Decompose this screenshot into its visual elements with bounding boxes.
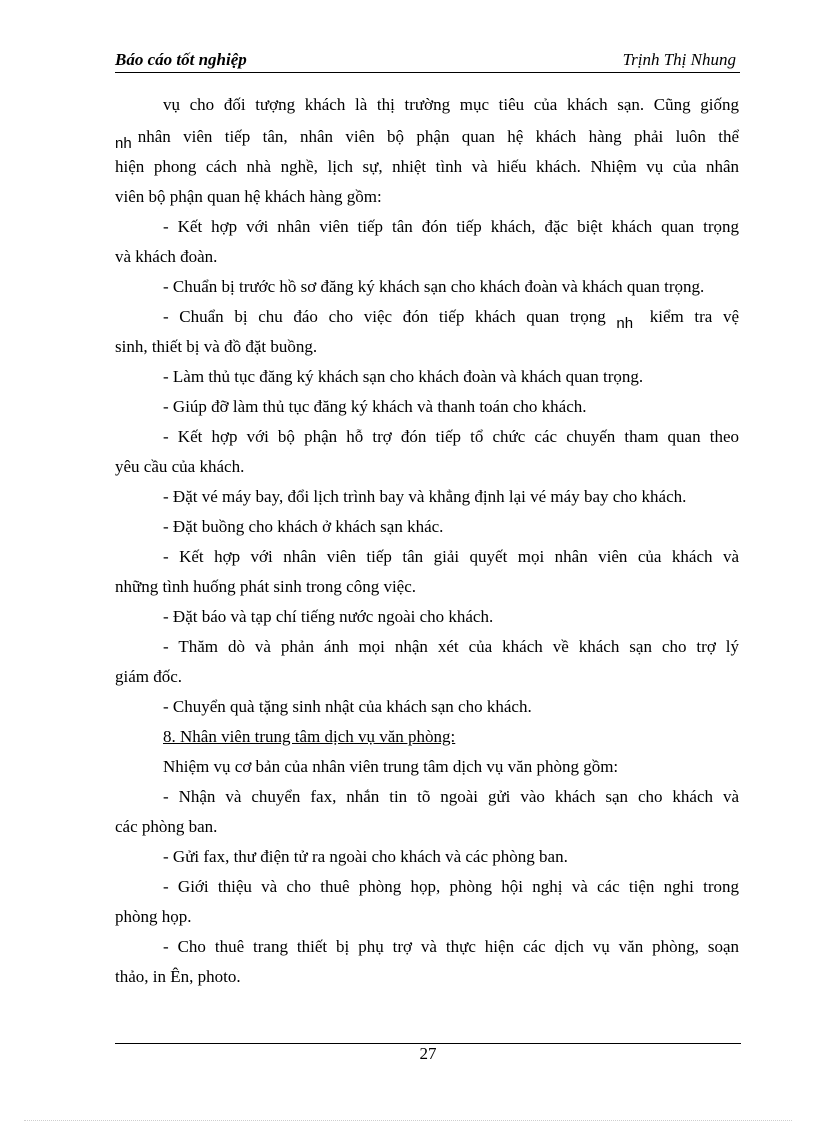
header-author: Trịnh Thị Nhung [622,50,736,69]
text-line: viên bộ phận quan hệ khách hàng gồm: [115,187,382,206]
page-header [115,48,740,73]
text-line: - Giúp đỡ làm thủ tục đăng ký khách và thanh toán cho khách. [163,397,587,416]
text-line: - Kết hợp với bộ phận hỗ trợ đón tiếp tổ chức các chuyến tham quan theo [163,427,739,446]
section-heading: 8. Nhân viên trung tâm dịch vụ văn phòng: [163,727,456,746]
text-line: và khách đoàn. [115,247,218,266]
text-line: - Chuẩn bị chu đáo cho việc đón tiếp khách quan trọng nh kiểm tra vệ [115,302,739,332]
text-line: các phòng ban. [115,817,218,836]
text-line: những tình huống phát sinh trong công việc. [115,577,417,596]
text-line: - Làm thủ tục đăng ký khách sạn cho khách đoàn và khách quan trọng. [163,367,644,386]
text-line: - Cho thuê trang thiết bị phụ trợ và thực hiện các dịch vụ văn phòng, soạn [163,937,739,956]
text-line: - Giới thiệu và cho thuê phòng họp, phòng hội nghị và các tiện nghi trong [163,877,739,896]
text-line: phòng họp. [115,907,192,926]
text-line: - Kết hợp với nhân viên tiếp tân đón tiếp khách, đặc biệt khách quan trọng [163,217,739,236]
text-line: - Đặt báo và tạp chí tiếng nước ngoài cho khách. [163,607,494,626]
text-line: vụ cho đối tượng khách là thị trường mục tiêu của khách sạn. Cũng giống [163,95,739,114]
text-line: yêu cầu của khách. [115,457,245,476]
page-bottom-dotted-border [24,1120,792,1121]
text-line: - Chuyển quà tặng sinh nhật của khách sạn cho khách. [163,697,532,716]
nh-fragment: nh [115,135,132,152]
text-line: giám đốc. [115,667,183,686]
text-line: - Đặt vé máy bay, đổi lịch trình bay và khẳng định lại vé máy bay cho khách. [163,487,687,506]
text-line: sinh, thiết bị và đồ đặt buồng. [115,337,318,356]
page-number: 27 [419,1044,437,1063]
text-line: - Đặt buồng cho khách ở khách sạn khác. [163,517,444,536]
text-line: - Chuẩn bị trước hồ sơ đăng ký khách sạn cho khách đoàn và khách quan trọng. [163,277,705,296]
text-line: thảo, in Ên, photo. [115,967,241,986]
text-line: - Gửi fax, thư điện tử ra ngoài cho khách và các phòng ban. [163,847,568,866]
text-line: Nhiệm vụ cơ bản của nhân viên trung tâm dịch vụ văn phòng gồm: [163,757,619,776]
header-title: Báo cáo tốt nghiệp [115,50,247,69]
text-line: nh nhân viên tiếp tân, nhân viên bộ phận quan hệ khách hàng phải luôn thể [115,122,739,152]
text-line: - Kết hợp với nhân viên tiếp tân giải quyết mọi nhân viên của khách và [163,547,739,566]
text-line: hiện phong cách nhà nghề, lịch sự, nhiệt tình và hiếu khách. Nhiệm vụ của nhân [115,157,739,176]
nh-fragment: nh [616,315,634,332]
text-line: - Nhận và chuyển fax, nhắn tin tõ ngoài gửi vào khách sạn cho khách và [163,787,739,806]
text-line: - Thăm dò và phản ánh mọi nhận xét của khách về khách sạn cho trợ lý [163,637,739,656]
